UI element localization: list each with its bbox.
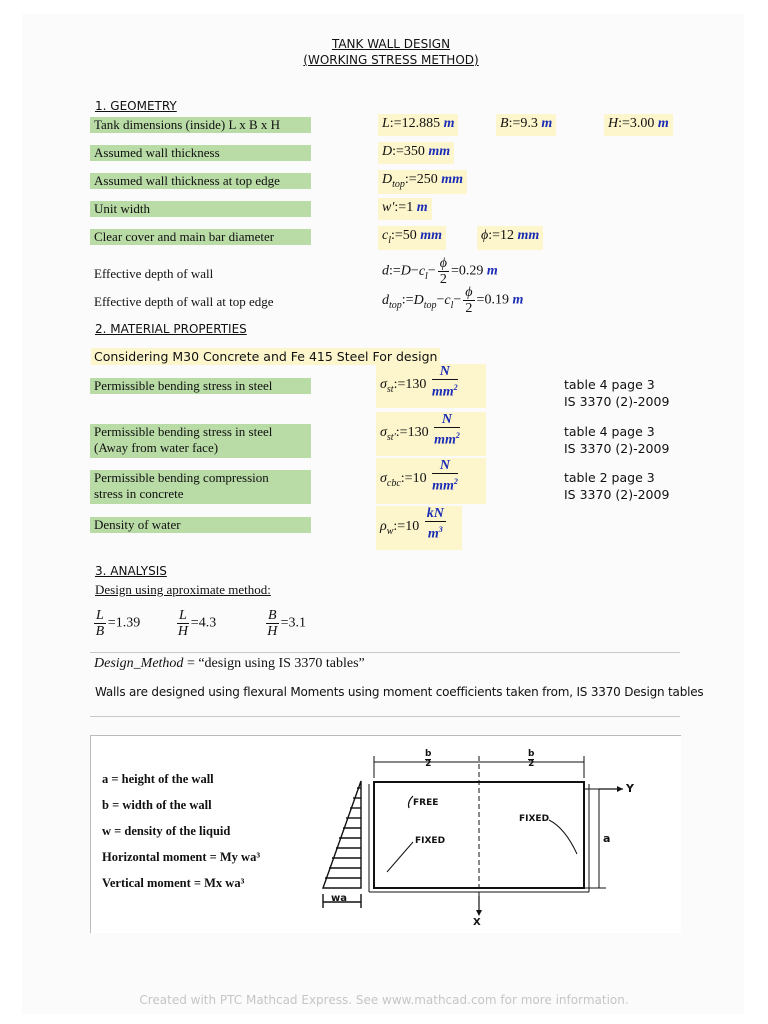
title-line-2: (WORKING STRESS METHOD): [303, 53, 479, 67]
legend-item: w = density of the liquid: [102, 824, 231, 838]
material-heading: 2. MATERIAL PROPERTIES: [95, 322, 247, 336]
label-line: Permissible bending stress in steel: [94, 424, 273, 439]
value-rho-w: 10: [405, 519, 420, 535]
reference-text: IS 3370 (2)-2009: [564, 394, 670, 409]
unit-mm: mm: [428, 144, 451, 159]
fraction: $\frac{\phi}{2}$: [439, 256, 447, 287]
eq-rho-w[interactable]: $\rho_w:=10$ $\frac{kN}{m^3}$: [376, 506, 462, 550]
analysis-heading: 3. ANALYSIS: [95, 564, 167, 578]
value-LH: 4.3: [198, 615, 217, 631]
value-dtop: 0.19: [484, 292, 509, 308]
reference-2: [564, 423, 669, 457]
label-effective-depth: Effective depth of wall: [94, 266, 214, 281]
fraction-num: b: [528, 749, 535, 759]
label-effective-depth-top: Effective depth of wall at top edge: [94, 294, 274, 309]
unit-fraction: $\frac{kN}{m^3}$: [426, 506, 444, 542]
eq-H[interactable]: H:=3.00 m: [604, 114, 673, 136]
value-BH: 3.1: [288, 615, 306, 631]
method-value: “design using IS 3370 tables”: [198, 656, 365, 671]
value-B: 9.3: [520, 116, 538, 131]
value-Dtop: 250: [416, 172, 438, 187]
reference-3: [564, 469, 669, 503]
unit-fraction: $\frac{N}{mm^2}$: [431, 364, 458, 400]
legend-item: a = height of the wall: [102, 772, 214, 786]
eq-D[interactable]: D:=350 mm: [378, 142, 454, 164]
unit-m: m: [512, 292, 524, 308]
value-phi: 12: [500, 228, 515, 243]
label-axis-y: Y: [626, 782, 634, 795]
material-note: Considering M30 Concrete and Fe 415 Steel For design: [91, 348, 440, 365]
label-half-b-left: [425, 750, 431, 769]
eq-cl[interactable]: $c_l:=50$ mm: [378, 226, 446, 250]
legend-item: Vertical moment = Mx wa³: [102, 876, 245, 890]
reference-text: table 2 page 3: [564, 470, 655, 485]
label-line: (Away from water face): [94, 440, 219, 455]
unit-fraction: $\frac{N}{mm^2}$: [434, 412, 460, 448]
reference-1: [564, 376, 669, 410]
value-LB: 1.39: [115, 615, 141, 631]
label-line: Permissible bending compression: [94, 470, 269, 485]
eq-dtop[interactable]: $d_{top}:=D_{top}-c_l-$ $\frac{\phi}{2}$ =0.19 m: [382, 285, 524, 316]
analysis-subheading: Design using aproximate method:: [95, 582, 271, 597]
label-stress-steel: Permissible bending stress in steel: [90, 378, 311, 394]
eq-d[interactable]: $d:=D-c_l-$ $\frac{\phi}{2}$ =0.29 m: [382, 256, 498, 287]
legend-item: Horizontal moment = My wa³: [102, 850, 261, 864]
reference-text: IS 3370 (2)-2009: [564, 441, 670, 456]
value-sigma-cbc: 10: [412, 471, 427, 487]
divider: [90, 652, 680, 653]
label-cover-diameter: Clear cover and main bar diameter: [90, 229, 311, 245]
fraction: $\frac{B}{H}$: [267, 608, 278, 639]
label-a: a: [603, 832, 611, 845]
fraction-den: 2: [425, 759, 432, 769]
value-D: 350: [403, 144, 425, 159]
fraction: $\frac{L}{B}$: [95, 608, 105, 639]
unit-m: m: [416, 200, 428, 215]
eq-B-over-H[interactable]: $\frac{B}{H}$ =3.1: [267, 608, 306, 639]
label-compression-stress: [90, 470, 311, 504]
value-sigma-st: 130: [405, 377, 427, 393]
geometry-heading: 1. GEOMETRY: [95, 99, 177, 113]
eq-L-over-B[interactable]: $\frac{L}{B}$ =1.39: [95, 608, 141, 639]
label-fixed-right: FIXED: [519, 814, 550, 824]
value-cl: 50: [402, 228, 417, 243]
fraction: $\frac{\phi}{2}$: [465, 285, 473, 316]
legend-item: b = width of the wall: [102, 798, 212, 812]
unit-mm: mm: [420, 228, 443, 243]
label-line: stress in concrete: [94, 486, 184, 501]
eq-L-over-H[interactable]: $\frac{L}{H}$ =4.3: [177, 608, 217, 639]
eq-sigma-cbc[interactable]: $\sigma_{cbc}:=10$ $\frac{N}{mm^2}$: [376, 458, 486, 504]
eq-sigma-st[interactable]: $\sigma_{st}:=130$ $\frac{N}{mm^2}$: [376, 364, 486, 408]
unit-mm: mm: [441, 172, 463, 187]
unit-fraction: $\frac{N}{mm^2}$: [432, 458, 458, 494]
value-d: 0.29: [458, 263, 484, 279]
value-L: 12.885: [401, 116, 441, 131]
eq-w[interactable]: w′:=1 m: [378, 198, 432, 220]
reference-text: IS 3370 (2)-2009: [564, 487, 670, 502]
reference-text: table 4 page 3: [564, 424, 655, 439]
wall-diagram: [90, 735, 681, 933]
label-wall-thickness-top: Assumed wall thickness at top edge: [90, 173, 311, 189]
title-line-1: TANK WALL DESIGN: [331, 37, 451, 51]
eq-B[interactable]: B:=9.3 m: [496, 114, 556, 136]
label-unit-width: Unit width: [90, 201, 311, 217]
tank-wall-drawing: [91, 736, 681, 933]
label-half-b-right: [528, 750, 534, 769]
unit-mm: mm: [517, 228, 540, 243]
fraction-den: 2: [528, 759, 535, 769]
eq-sigma-st2[interactable]: $\sigma_{st'}:=130$ $\frac{N}{mm^2}$: [376, 412, 486, 456]
reference-text: table 4 page 3: [564, 377, 655, 392]
footer-note: Created with PTC Mathcad Express. See www.mathcad.com for more information.: [139, 993, 629, 1007]
fraction: $\frac{L}{H}$: [177, 608, 188, 639]
value-sigma-st2: 130: [407, 425, 429, 441]
label-wa: wa: [331, 893, 347, 904]
unit-m: m: [443, 116, 455, 131]
label-axis-x: X: [473, 917, 481, 928]
unit-m: m: [486, 263, 498, 279]
fraction-num: b: [425, 749, 432, 759]
value-H: 3.00: [629, 116, 655, 131]
label-fixed-left: FIXED: [415, 836, 446, 846]
label-stress-steel-away: [90, 424, 311, 458]
unit-m: m: [541, 116, 553, 131]
method-name: Design_Method: [94, 656, 184, 671]
analysis-text: Walls are designed using flexural Moments using moment coefficients taken from, IS 3370 Design tables: [95, 685, 704, 699]
eq-L[interactable]: L:=12.885 m: [378, 114, 458, 136]
label-free: FREE: [413, 798, 439, 808]
eq-design-method[interactable]: Design_Method = “design using IS 3370 tables”: [94, 656, 365, 671]
label-wall-thickness: Assumed wall thickness: [90, 145, 311, 161]
label-density-water: Density of water: [90, 517, 311, 533]
unit-m: m: [657, 116, 669, 131]
label-tank-dimensions: Tank dimensions (inside) L x B x H: [90, 117, 311, 133]
value-w: 1: [406, 200, 414, 215]
eq-Dtop[interactable]: $D_{top}:=250$ mm: [378, 170, 467, 194]
eq-phi[interactable]: ϕ:=12 mm: [477, 226, 543, 250]
divider: [90, 716, 680, 717]
